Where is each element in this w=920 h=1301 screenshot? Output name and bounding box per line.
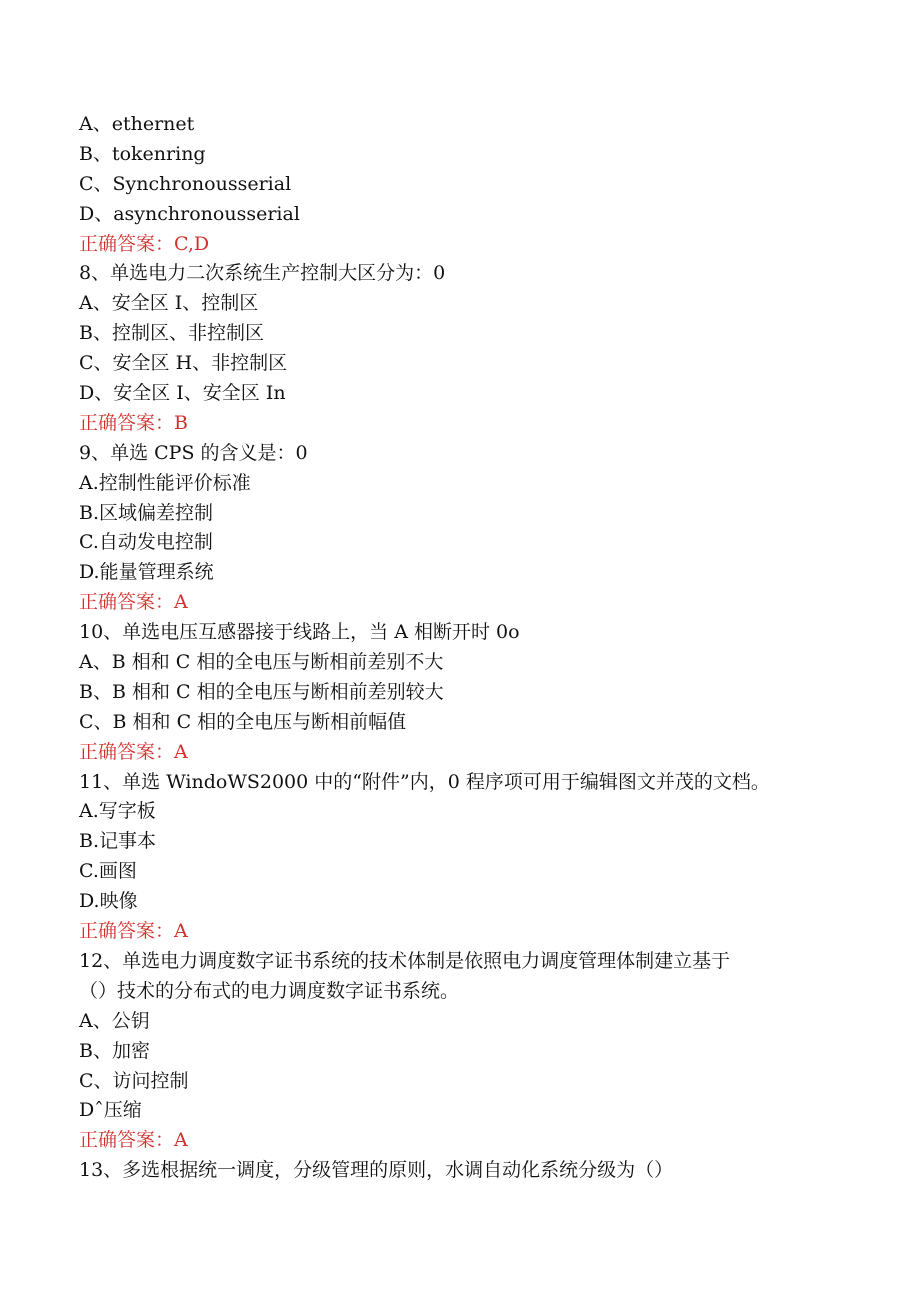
question-line: 11、单选 WindoWS2000 中的“附件”内，0 程序项可用于编辑图文并茂的文档。: [79, 770, 770, 793]
answer-line: 正确答案：A: [79, 591, 188, 614]
option-line: A.控制性能评价标准: [79, 471, 251, 494]
document-body: [79, 110, 899, 1186]
option-line: D、asynchronousserial: [79, 202, 300, 225]
question-line: 12、单选电力调度数字证书系统的技术体制是依照电力调度管理体制建立基于: [79, 949, 731, 972]
option-line: B.区域偏差控制: [79, 501, 214, 524]
option-line: B、加密: [79, 1039, 150, 1062]
option-line: A、ethernet: [79, 113, 195, 135]
answer-line: 正确答案：A: [79, 920, 188, 943]
option-line: C、访问控制: [79, 1069, 189, 1092]
option-line: C、B 相和 C 相的全电压与断相前幅值: [79, 710, 407, 733]
option-line: B.记事本: [79, 830, 157, 853]
question-line: （）技术的分布式的电力调度数字证书系统。: [79, 979, 460, 1002]
question-line: 9、单选 CPS 的含义是：0: [79, 441, 308, 464]
answer-line: 正确答案：C,D: [79, 232, 210, 255]
option-line: D、安全区 I、安全区 In: [79, 382, 286, 405]
option-line: C、安全区 H、非控制区: [79, 352, 288, 375]
question-line: 8、单选电力二次系统生产控制大区分为：0: [79, 262, 446, 285]
option-line: Dˆ压缩: [79, 1099, 142, 1122]
answer-line: 正确答案：A: [79, 740, 188, 763]
option-line: B、tokenring: [79, 142, 206, 165]
question-line: 13、多选根据统一调度，分级管理的原则，水调自动化系统分级为（）: [79, 1159, 674, 1182]
option-line: D.映像: [79, 890, 138, 913]
option-line: C.自动发电控制: [79, 531, 213, 554]
answer-line: 正确答案：B: [79, 411, 188, 434]
answer-line: 正确答案：A: [79, 1129, 188, 1152]
question-line: 10、单选电压互感器接于线路上，当 A 相断开时 0o: [79, 621, 520, 644]
option-line: A、安全区 I、控制区: [79, 292, 259, 315]
option-line: A、B 相和 C 相的全电压与断相前差别不大: [79, 651, 444, 674]
option-line: A.写字板: [79, 800, 156, 823]
option-line: B、控制区、非控制区: [79, 322, 264, 345]
option-line: C.画图: [79, 860, 137, 883]
option-line: C、Synchronousserial: [79, 172, 292, 195]
option-line: D.能量管理系统: [79, 561, 214, 584]
option-line: B、B 相和 C 相的全电压与断相前差别较大: [79, 680, 444, 703]
option-line: A、公钥: [79, 1009, 150, 1032]
